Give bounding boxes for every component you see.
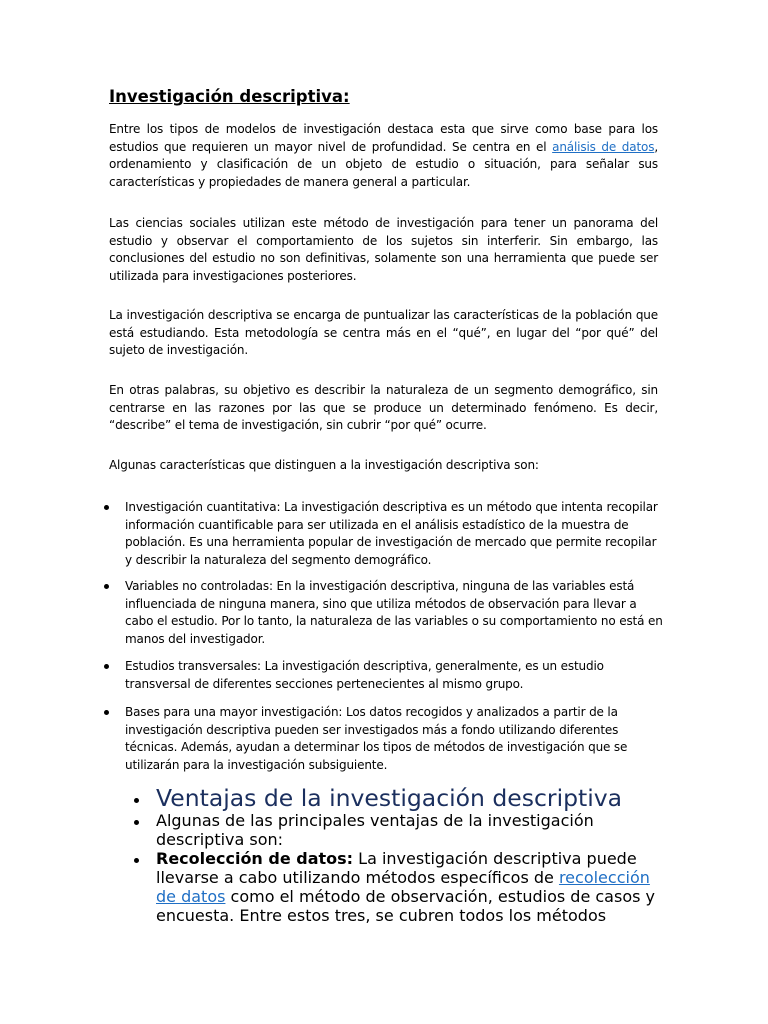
paragraph-text: , ordenamiento y clasificación de un objeto de estudio o situación, para señalar sus características y propiedades de manera general a particular. (109, 139, 658, 190)
list-item (156, 849, 666, 925)
list-item-text: Algunas de las principales ventajas de la investigación descriptiva son: (156, 811, 594, 849)
paragraph-ciencias-sociales: Las ciencias sociales utilizan este método de investigación para tener un panorama del estudio y observar el comportamiento de los sujetos sin interferir. Sin embargo, las conclusiones del estudio no son definitivas, solamente son una herramienta que puede ser utilizada para investigaciones posteriores. (109, 216, 658, 284)
list-item-text: Estudios transversales: La investigación descriptiva, generalmente, es un estudio transversal de diferentes secciones pertenecientes al mismo grupo. (125, 659, 604, 691)
list-item (125, 578, 665, 649)
paragraph-text: Entre los tipos de modelos de investigación destaca esta que sirve como base para los estudios que requieren un mayor nivel de profundidad. Se centra en el (109, 122, 658, 154)
list-item (125, 499, 665, 570)
list-item-text: como el método de observación, estudios de casos y encuesta. Entre estos tres, se cubren todos los métodos (156, 887, 655, 925)
bullet-icon (104, 664, 109, 669)
bullet-icon (134, 858, 139, 863)
list-item-label: Recolección de datos: (156, 849, 354, 868)
page-title: Investigación descriptiva: (109, 87, 350, 106)
list-item-text: La investigación descriptiva puede llevarse a cabo utilizando métodos específicos de (156, 849, 637, 887)
list-item (125, 658, 665, 693)
recoleccion-de-datos-link[interactable]: recolección de datos (156, 868, 650, 906)
list-item (156, 811, 666, 849)
list-item-text: Variables no controladas: En la investigación descriptiva, ninguna de las variables está influenciada de ninguna manera, sino que utiliza métodos de observación para llevar a cabo el estudio. Por lo tanto, la naturaleza de las variables o su comportamiento no está en manos del investigador. (125, 579, 663, 647)
list-item-text: Investigación cuantitativa: La investigación descriptiva es un método que intenta recopilar información cuantificable para ser utilizada en el análisis estadístico de la muestra de población. Es una herramienta popular de investigación de mercado que permite recopilar y describir la naturaleza del segmento demográfico. (125, 500, 658, 568)
list-item (125, 704, 665, 775)
paragraph-intro (109, 121, 658, 192)
bullet-icon (104, 505, 109, 510)
paragraph-otras-palabras: En otras palabras, su objetivo es describir la naturaleza de un segmento demográfico, sin centrarse en las razones por las que se produce un determinado fenómeno. Es decir, “describe” el tema de investigación, sin cubrir “por qué” ocurre. (109, 383, 658, 433)
analisis-de-datos-link[interactable]: análisis de datos (552, 139, 655, 154)
list-item-text: Bases para una mayor investigación: Los datos recogidos y analizados a partir de la investigación descriptiva pueden ser investigados más a fondo utilizando diferentes técnicas. Además, ayudan a determinar los tipos de métodos de investigación que se utilizarán para la investigación subsiguiente. (125, 705, 628, 773)
bullet-icon (104, 584, 109, 589)
bullet-icon (134, 798, 139, 803)
advantages-title (156, 784, 666, 812)
paragraph-caracteristicas-intro: Algunas características que distinguen a la investigación descriptiva son: (109, 458, 539, 472)
bullet-icon (134, 820, 139, 825)
advantages-title-text: Ventajas de la investigación descriptiva (156, 784, 623, 812)
bullet-icon (104, 710, 109, 715)
paragraph-poblacion: La investigación descriptiva se encarga de puntualizar las características de la población que está estudiando. Esta metodología se centra más en el “qué”, en lugar del “por qué” del sujeto de investigación. (109, 308, 658, 358)
